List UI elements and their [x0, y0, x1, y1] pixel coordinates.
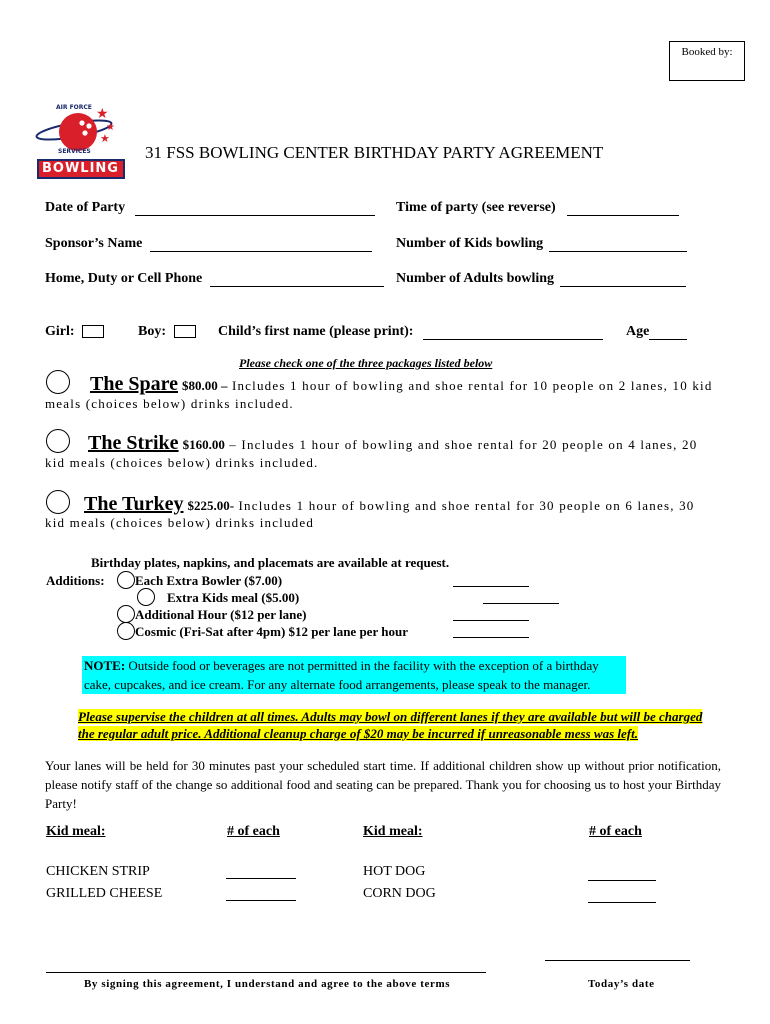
boy-checkbox[interactable]: [174, 325, 196, 338]
booked-by-box[interactable]: [669, 41, 745, 81]
additions-label: Additions:: [46, 573, 105, 588]
package-spare-line1: Includes 1 hour of bowling and shoe rental for 10 people on 2 lanes, 10 kid: [231, 378, 713, 393]
page-title: 31 FSS BOWLING CENTER BIRTHDAY PARTY AGREEMENT: [145, 143, 604, 162]
meal-header-right: Kid meal:: [363, 824, 423, 839]
svg-text:★: ★: [106, 122, 115, 133]
package-turkey-line2: kid meals (choices below) drinks included: [45, 515, 315, 530]
package-turkey: [84, 493, 695, 516]
note-box: [82, 656, 626, 694]
addition-hour-line[interactable]: [453, 607, 529, 621]
girl-field[interactable]: [45, 324, 104, 340]
package-spare-price: $80.00 –: [181, 378, 228, 393]
age-label: Age: [626, 324, 650, 339]
package-strike: [88, 432, 697, 455]
addition-cosmic-label: Cosmic (Fri-Sat after 4pm) $12 per lane per hour: [135, 624, 408, 639]
boy-label: Boy:: [138, 324, 166, 339]
logo-banner-text: BOWLING: [42, 161, 119, 176]
package-strike-price: $160.00: [182, 437, 225, 452]
child-name-line[interactable]: [423, 325, 603, 340]
sponsor-line[interactable]: [150, 237, 372, 252]
package-turkey-name: The Turkey: [84, 493, 184, 515]
meal-header-left: Kid meal:: [46, 824, 106, 839]
meal-corn-dog: CORN DOG: [363, 886, 436, 901]
date-signature-line[interactable]: [545, 960, 690, 961]
kids-label: Number of Kids bowling: [396, 236, 544, 251]
package-turkey-line1: Includes 1 hour of bowling and shoe rental for 30 people on 6 lanes, 30: [238, 498, 695, 513]
addition-extra-bowler-line[interactable]: [453, 573, 529, 587]
phone-line[interactable]: [210, 272, 384, 287]
grilled-cheese-count-line[interactable]: [226, 887, 296, 901]
air-force-bowling-logo: [34, 104, 130, 184]
addition-cosmic-radio[interactable]: [117, 622, 135, 640]
meal-hot-dog: HOT DOG: [363, 864, 426, 879]
booked-by-label: Booked by:: [681, 46, 733, 58]
supervision-warning: [78, 708, 708, 742]
addition-extra-bowler-label: Each Extra Bowler ($7.00): [135, 573, 283, 588]
package-strike-line1: – Includes 1 hour of bowling and shoe rental for 20 people on 4 lanes, 20: [229, 437, 698, 452]
sponsor-label: Sponsor’s Name: [45, 236, 143, 251]
note-text: Outside food or beverages are not permitted in the facility with the exception of a birthday cake, cupcakes, and ice cream. For any alternate food arrangements, please speak to the manager.: [84, 658, 599, 692]
boy-field[interactable]: [138, 324, 196, 340]
lane-hold-paragraph: Your lanes will be held for 30 minutes past your scheduled start time. If additional children show up without prior notification, please notify staff of the change so additional food and seating can be prepared. Thank you for choosing us to host your Birthday Party!: [45, 758, 721, 811]
package-spare-line2: meals (choices below) drinks included.: [45, 396, 294, 411]
package-turkey-price: $225.00-: [187, 498, 235, 513]
hot-dog-count-line[interactable]: [588, 867, 656, 881]
package-strike-name: The Strike: [88, 432, 179, 454]
addition-hour-radio[interactable]: [117, 605, 135, 623]
time-field[interactable]: [396, 200, 679, 216]
package-spare: [90, 373, 713, 396]
each-header-left: # of each: [227, 824, 280, 839]
kids-field[interactable]: [396, 236, 687, 252]
package-turkey-radio[interactable]: [46, 490, 70, 514]
package-spare-radio[interactable]: [46, 370, 70, 394]
girl-checkbox[interactable]: [82, 325, 104, 338]
svg-text:★: ★: [100, 133, 110, 145]
time-label: Time of party (see reverse): [396, 200, 556, 215]
svg-text:★: ★: [96, 107, 109, 122]
addition-extra-meal-label: Extra Kids meal ($5.00): [167, 590, 300, 605]
child-name-field[interactable]: [218, 324, 603, 340]
chicken-strip-count-line[interactable]: [226, 865, 296, 879]
kids-line[interactable]: [549, 237, 687, 252]
addition-hour-label: Additional Hour ($12 per lane): [135, 607, 307, 622]
package-spare-name: The Spare: [90, 373, 178, 395]
logo-top-text: AIR FORCE: [56, 104, 92, 111]
packages-heading: Please check one of the three packages listed below: [239, 356, 493, 370]
age-field[interactable]: [626, 324, 687, 340]
phone-label: Home, Duty or Cell Phone: [45, 271, 203, 286]
age-line[interactable]: [649, 325, 687, 340]
adults-label: Number of Adults bowling: [396, 271, 555, 286]
addition-cosmic-line[interactable]: [453, 624, 529, 638]
note-label: NOTE:: [84, 658, 126, 673]
package-strike-line2: kid meals (choices below) drinks included.: [45, 455, 319, 470]
signature-line[interactable]: [46, 972, 486, 973]
each-header-right: # of each: [589, 824, 642, 839]
date-line[interactable]: [135, 201, 375, 216]
plates-text: Birthday plates, napkins, and placemats are available at request.: [91, 555, 450, 570]
meal-grilled-cheese: GRILLED CHEESE: [46, 886, 163, 901]
corn-dog-count-line[interactable]: [588, 889, 656, 903]
addition-extra-meal-line[interactable]: [483, 590, 559, 604]
addition-extra-meal-radio[interactable]: [137, 588, 155, 606]
supervision-warning-text: Please supervise the children at all times. Adults may bowl on different lanes if they are available but will be charged the regular adult price. Additional cleanup charge of $20 may be incurred if unreasonable mess was left.: [78, 709, 703, 741]
addition-extra-bowler-radio[interactable]: [117, 571, 135, 589]
todays-date-label: Today’s date: [588, 978, 655, 990]
adults-field[interactable]: [396, 271, 686, 287]
signature-text: By signing this agreement, I understand and agree to the above terms: [84, 978, 451, 990]
sponsor-field[interactable]: [45, 236, 372, 252]
meal-chicken-strip: CHICKEN STRIP: [46, 864, 150, 879]
child-name-label: Child’s first name (please print):: [218, 324, 414, 339]
package-strike-radio[interactable]: [46, 429, 70, 453]
logo-bottom-text: SERVICES: [58, 148, 91, 155]
phone-field[interactable]: [45, 271, 384, 287]
time-line[interactable]: [567, 201, 679, 216]
date-field[interactable]: [45, 200, 375, 216]
girl-label: Girl:: [45, 324, 75, 339]
date-label: Date of Party: [45, 200, 126, 215]
adults-line[interactable]: [560, 272, 686, 287]
